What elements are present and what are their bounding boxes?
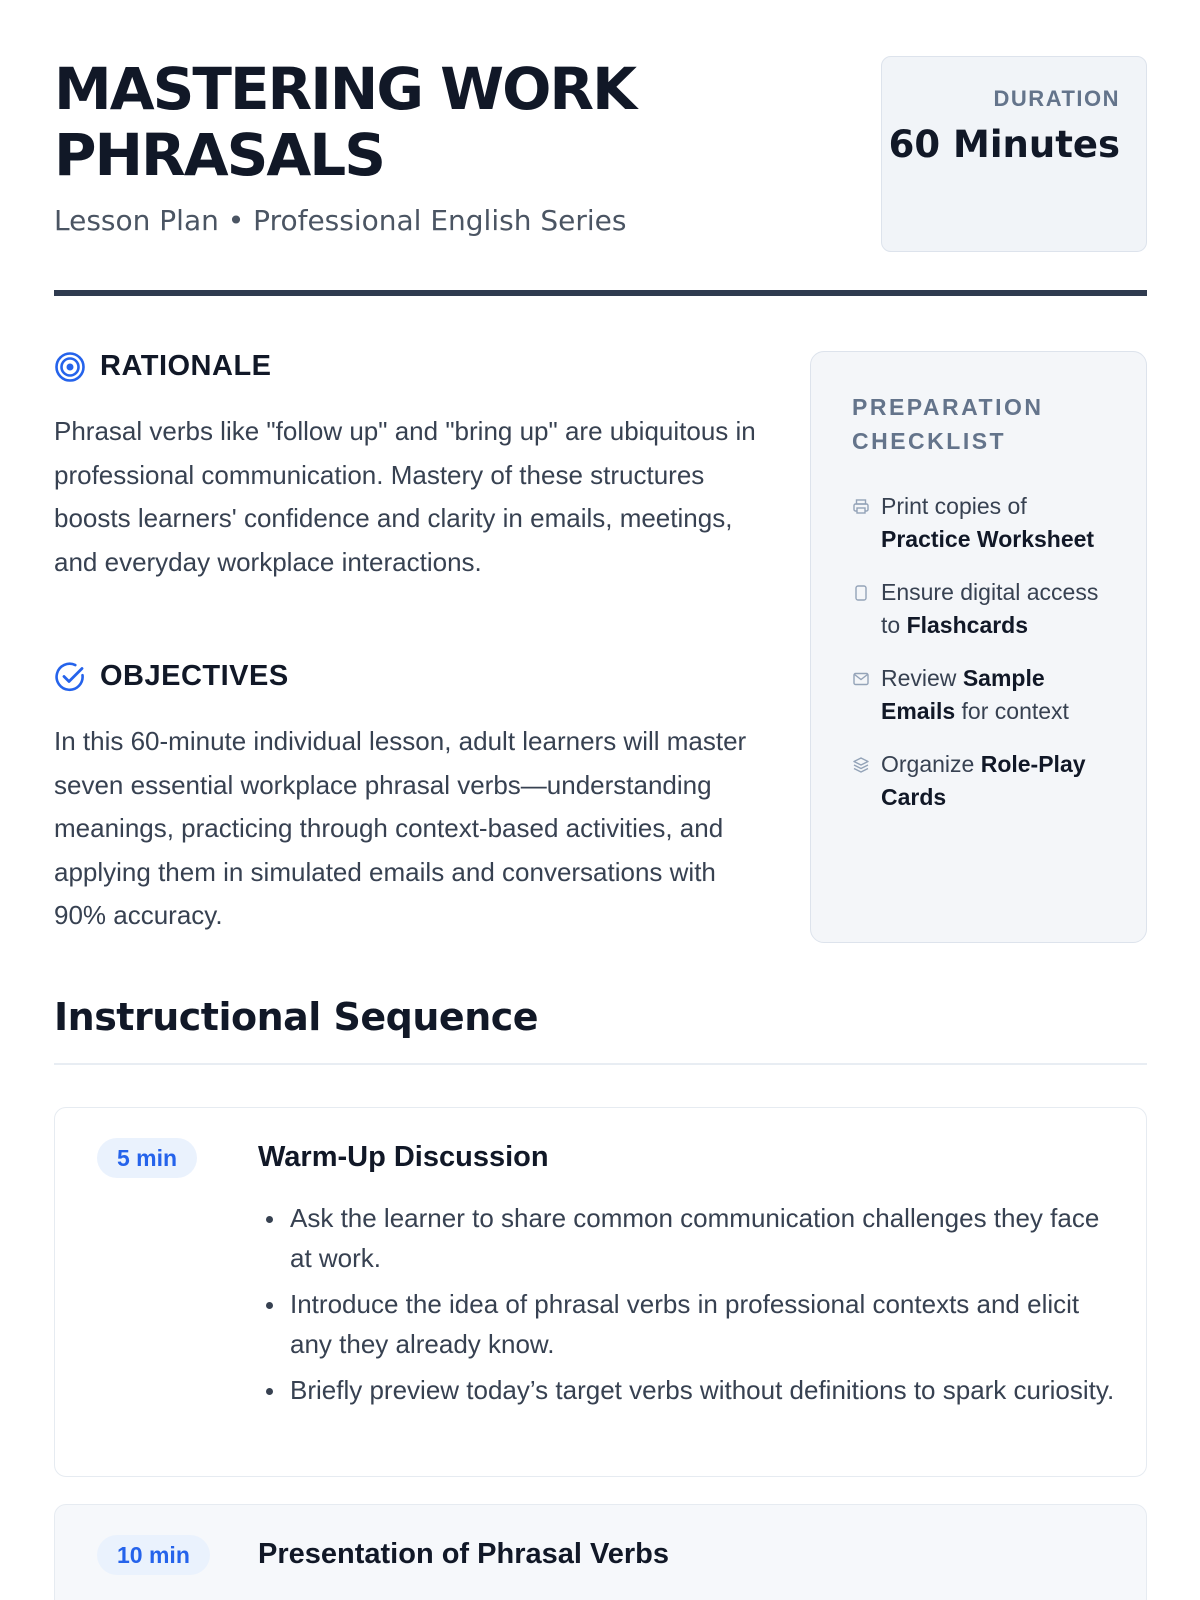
duration-badge: 10 min [97, 1535, 210, 1575]
step-bullet: Briefly preview today’s target verbs without definitions to spark curiosity. [258, 1370, 1118, 1410]
duration-label: DURATION [993, 86, 1120, 111]
checklist-item-emails: Review Sample Emails for context [852, 662, 1112, 728]
sequence-step [54, 1107, 1147, 1477]
lesson-plan-page [54, 0, 1147, 1600]
objectives-label: OBJECTIVES [100, 660, 289, 692]
checklist-item-bold: Role-Play Cards [881, 751, 1086, 810]
checklist-list [852, 490, 1112, 814]
printer-icon [852, 498, 870, 516]
preparation-checklist-card [810, 351, 1147, 943]
layers-icon [852, 756, 870, 774]
sequence-divider [54, 1063, 1147, 1065]
duration-value: 60 Minutes [888, 123, 1120, 166]
step-title: Warm-Up Discussion [258, 1141, 549, 1173]
target-icon [54, 351, 86, 383]
objectives-text: In this 60-minute individual lesson, adult learners will master seven essential workplace phrasal verbs—understanding meanings, practicing through context-based activities, and applying them in simulated emails and conversations with 90% accuracy. [54, 726, 747, 930]
step-bullet: Ask the learner to share common communication challenges they face at work. [258, 1198, 1118, 1278]
checklist-item-worksheet: Print copies of Practice Worksheet [852, 490, 1112, 556]
checklist-item-bold: Practice Worksheet [881, 526, 1095, 552]
sequence-step [54, 1504, 1147, 1600]
tablet-icon [852, 584, 870, 602]
step-bullets [258, 1198, 1118, 1416]
duration-badge: 5 min [97, 1138, 197, 1178]
header-divider [54, 290, 1147, 296]
objectives-heading [54, 660, 289, 693]
checklist-item-flashcards: Ensure digital access to Flashcards [852, 576, 1112, 642]
sequence-title: Instructional Sequence [54, 995, 539, 1039]
mail-icon [852, 670, 870, 688]
checklist-title: PREPARATION CHECKLIST [852, 394, 1044, 454]
checklist-item-bold: Sample Emails [881, 665, 1045, 724]
step-title: Presentation of Phrasal Verbs [258, 1538, 669, 1570]
rationale-label: RATIONALE [100, 350, 272, 382]
step-bullet: Introduce the idea of phrasal verbs in professional contexts and elicit any they already know. [258, 1284, 1118, 1364]
page-title: MASTERING WORK PHRASALS [54, 55, 636, 189]
rationale-text: Phrasal verbs like "follow up" and "bring up" are ubiquitous in professional communication. Mastery of these structures boosts learners' confidence and clarity in emails, meetings, and everyday workplace interactions. [54, 416, 756, 577]
checklist-item-bold: Flashcards [906, 612, 1029, 638]
lesson-header [54, 56, 1147, 296]
rationale-heading [54, 350, 272, 383]
page-subtitle: Lesson Plan • Professional English Series [54, 204, 627, 237]
duration-card [881, 56, 1147, 252]
check-circle-icon [54, 661, 86, 693]
checklist-item-role-play: Organize Role-Play Cards [852, 748, 1112, 814]
